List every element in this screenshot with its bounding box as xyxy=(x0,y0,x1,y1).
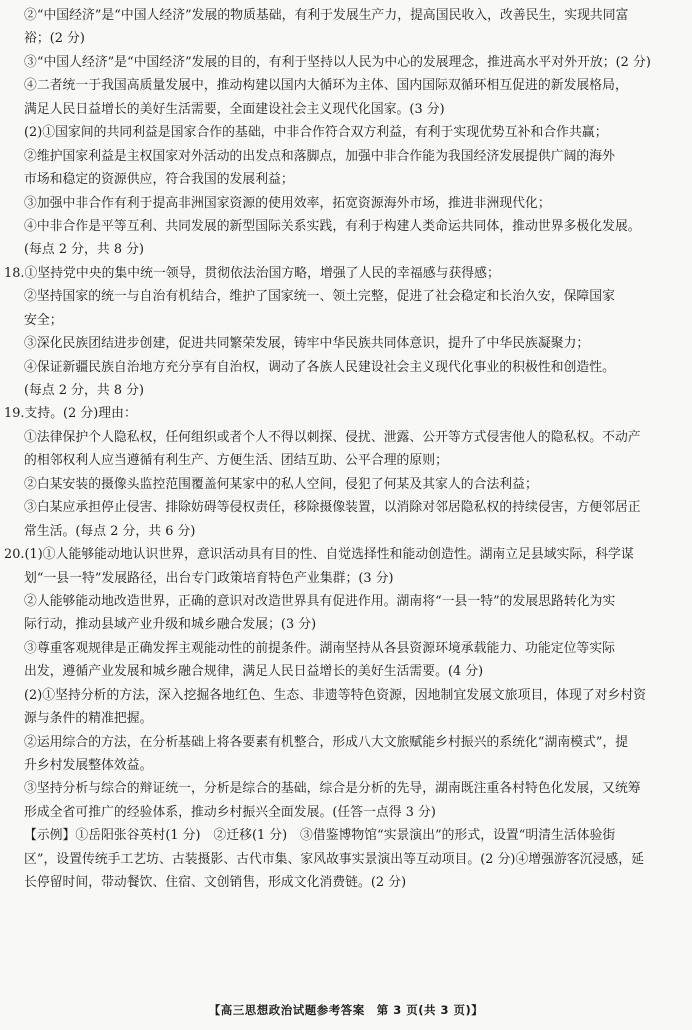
text-line: 安全； xyxy=(24,312,63,328)
text-line: 区”，设置传统手工艺坊、古装摄影、古代市集、家风故事实景演出等互动项目。(2 分)④增强游客沉浸感，延 xyxy=(24,851,644,867)
text-line: 常生活。(每点 2 分，共 6 分) xyxy=(24,523,196,539)
text-line: ②人能够能动地改造世界，正确的意识对改造世界具有促进作用。湖南将“一县一特”的发展思路转化为实 xyxy=(24,593,616,609)
text-line: 源与条件的精准把握。 xyxy=(24,711,153,727)
text-line: ③白某应承担停止侵害、排除妨碍等侵权责任，移除摄像装置，以消除对邻居隐私权的持续侵害，方便邻居正 xyxy=(24,500,641,516)
text-line: (2)①国家间的共同利益是国家合作的基础，中非合作符合双方利益，有利于实现优势互补和合作共赢； xyxy=(24,125,608,141)
text-line: ②白某安装的摄像头监控范围覆盖何某家中的私人空间，侵犯了何某及其家人的合法利益； xyxy=(24,476,538,492)
text-line: ③深化民族团结进步创建，促进共同繁荣发展，铸牢中华民族共同体意识，提升了中华民族凝聚力； xyxy=(24,336,590,352)
text-line: ③坚持分析与综合的辩证统一，分析是综合的基础，综合是分析的先导，湖南既注重各村特色化发展，又统筹 xyxy=(24,781,641,797)
text-line: ②“中国经济”是“中国人经济”发展的物质基础，有利于发展生产力，提高国民收入，改善民生，实现共同富 xyxy=(24,8,629,23)
text-line: ③“中国人经济”是“中国经济”发展的目的，有利于坚持以人民为中心的发展理念，推进高水平对外开放；(2 分) xyxy=(24,54,651,70)
text-line: 形成全省可推广的经验体系，推动乡村振兴全面发展。(任答一点得 3 分) xyxy=(24,804,436,820)
text-line: 18.①坚持党中央的集中统一领导，贯彻依法治国方略，增强了人民的幸福感与获得感； xyxy=(4,265,500,281)
text-line: ①法律保护个人隐私权，任何组织或者个人不得以刺探、侵扰、泄露、公开等方式侵害他人的隐私权。不动产 xyxy=(24,429,641,445)
text-line: ②维护国家利益是主权国家对外活动的出发点和落脚点，加强中非合作能为我国经济发展提供广阔的海外 xyxy=(24,148,615,164)
text-line: 升乡村发展整体效益。 xyxy=(24,758,153,773)
text-line: 市场和稳定的资源供应，符合我国的发展利益； xyxy=(24,172,294,188)
text-line: ④保证新疆民族自治地方充分享有自治权，调动了各族人民建设社会主义现代化事业的积极性和创造性。 xyxy=(24,359,615,375)
text-line: (每点 2 分，共 8 分) xyxy=(24,242,145,258)
text-line: ②坚持国家的统一与自治有机结合，维护了国家统一、领土完整，促进了社会稳定和长治久安，保障国家 xyxy=(24,289,615,305)
text-line: ③加强中非合作有利于提高非洲国家资源的使用效率，拓宽资源海外市场，推进非洲现代化； xyxy=(24,195,551,211)
text-line: ④二者统一于我国高质量发展中，推动构建以国内大循环为主体、国内国际双循环相互促进的新发展格局， xyxy=(24,78,628,94)
text-line: 满足人民日益增长的美好生活需要，全面建设社会主义现代化国家。(3 分) xyxy=(24,101,445,117)
text-line: ③尊重客观规律是正确发挥主观能动性的前提条件。湖南坚持从各县资源环境承载能力、功能定位等实际 xyxy=(24,640,615,656)
text-line: ②运用综合的方法，在分析基础上将各要素有机整合，形成八大文旅赋能乡村振兴的系统化“湖南模式”，提 xyxy=(24,734,629,750)
text-line: 际行动，推动县域产业升级和城乡融合发展；(3 分) xyxy=(24,617,317,633)
text-line: 划“一县一特”发展路径，出台专门政策培育特色产业集群；(3 分) xyxy=(24,570,394,586)
answer-text-body xyxy=(0,4,692,895)
text-line: 20.(1)①人能够能动地认识世界，意识活动具有目的性、自觉选择性和能动创造性。湖南立足县域实际，科学谋 xyxy=(4,547,634,563)
text-line: 【示例】①岳阳张谷英村(1 分) ②迁移(1 分) ③借鉴博物馆“实景演出”的形式，设置“明清生活体验街 xyxy=(24,828,616,844)
page-footer: 【高三思想政治试题参考答案 第 3 页(共 3 页)】 xyxy=(208,1003,484,1017)
text-line: (每点 2 分，共 8 分) xyxy=(24,383,145,398)
text-line: 19.支持。(2 分)理由： xyxy=(4,406,137,422)
text-line: 的相邻权利人应当遵循有利生产、方便生活、团结互助、公平合理的原则； xyxy=(24,453,448,469)
text-line: ④中非合作是平等互利、共同发展的新型国际关系实践，有利于构建人类命运共同体，推动世界多极化发展。 xyxy=(24,218,641,234)
text-line: 长停留时间，带动餐饮、住宿、文创销售，形成文化消费链。(2 分) xyxy=(24,875,407,891)
text-line: (2)①坚持分析的方法，深入挖掘各地红色、生态、非遗等特色资源，因地制宜发展文旅项目，体现了对乡村资 xyxy=(24,687,647,703)
text-line: 出发，遵循产业发展和城乡融合规律，满足人民日益增长的美好生活需要。(4 分) xyxy=(24,664,484,680)
text-line: 裕；(2 分) xyxy=(24,31,85,47)
